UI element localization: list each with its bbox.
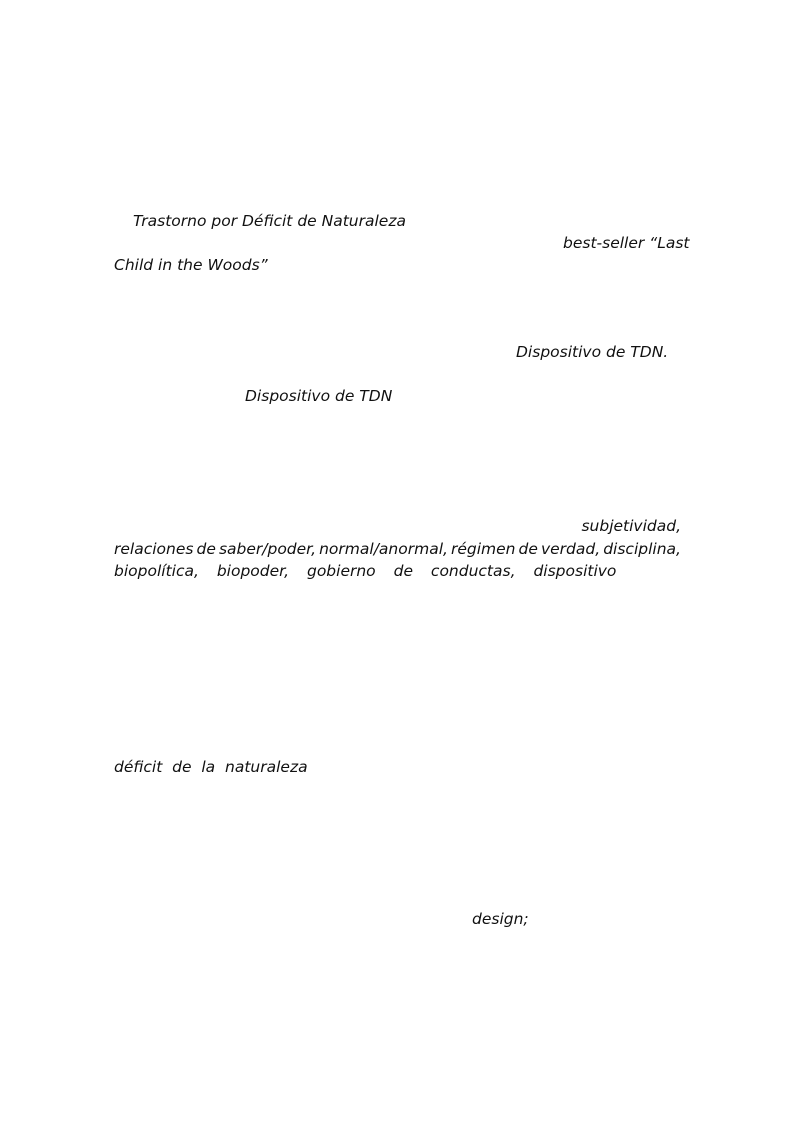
keyword: de: [518, 540, 538, 558]
keyword: régimen: [450, 540, 516, 558]
term-deficit-naturaleza: déficit de la naturaleza: [114, 758, 308, 776]
keyword: biopolítica,: [114, 562, 199, 580]
keyword: biopoder,: [216, 562, 290, 580]
keyword: saber/poder,: [218, 540, 317, 558]
keywords-line-2: [114, 561, 616, 581]
keyword: normal/anormal,: [319, 540, 448, 558]
term-dispositivo-tdn-1: Dispositivo de TDN.: [516, 343, 669, 361]
keyword: conductas,: [430, 562, 516, 580]
keyword: de: [196, 540, 216, 558]
term-design: design;: [472, 910, 529, 928]
term-best-seller: best-seller “Last: [563, 234, 690, 252]
term-book-title: Child in the Woods”: [114, 256, 268, 274]
keyword: disciplina,: [603, 540, 681, 558]
term-trastorno-deficit-naturaleza: Trastorno por Déficit de Naturaleza: [133, 212, 406, 230]
keyword: gobierno: [306, 562, 376, 580]
keyword: relaciones: [114, 540, 194, 558]
keyword: dispositivo: [533, 562, 617, 580]
keyword: verdad,: [540, 540, 601, 558]
keyword: de: [393, 562, 413, 580]
keywords-line-1: [114, 539, 681, 559]
keyword-subjetividad: subjetividad,: [581, 517, 681, 535]
term-dispositivo-tdn-2: Dispositivo de TDN: [245, 387, 393, 405]
